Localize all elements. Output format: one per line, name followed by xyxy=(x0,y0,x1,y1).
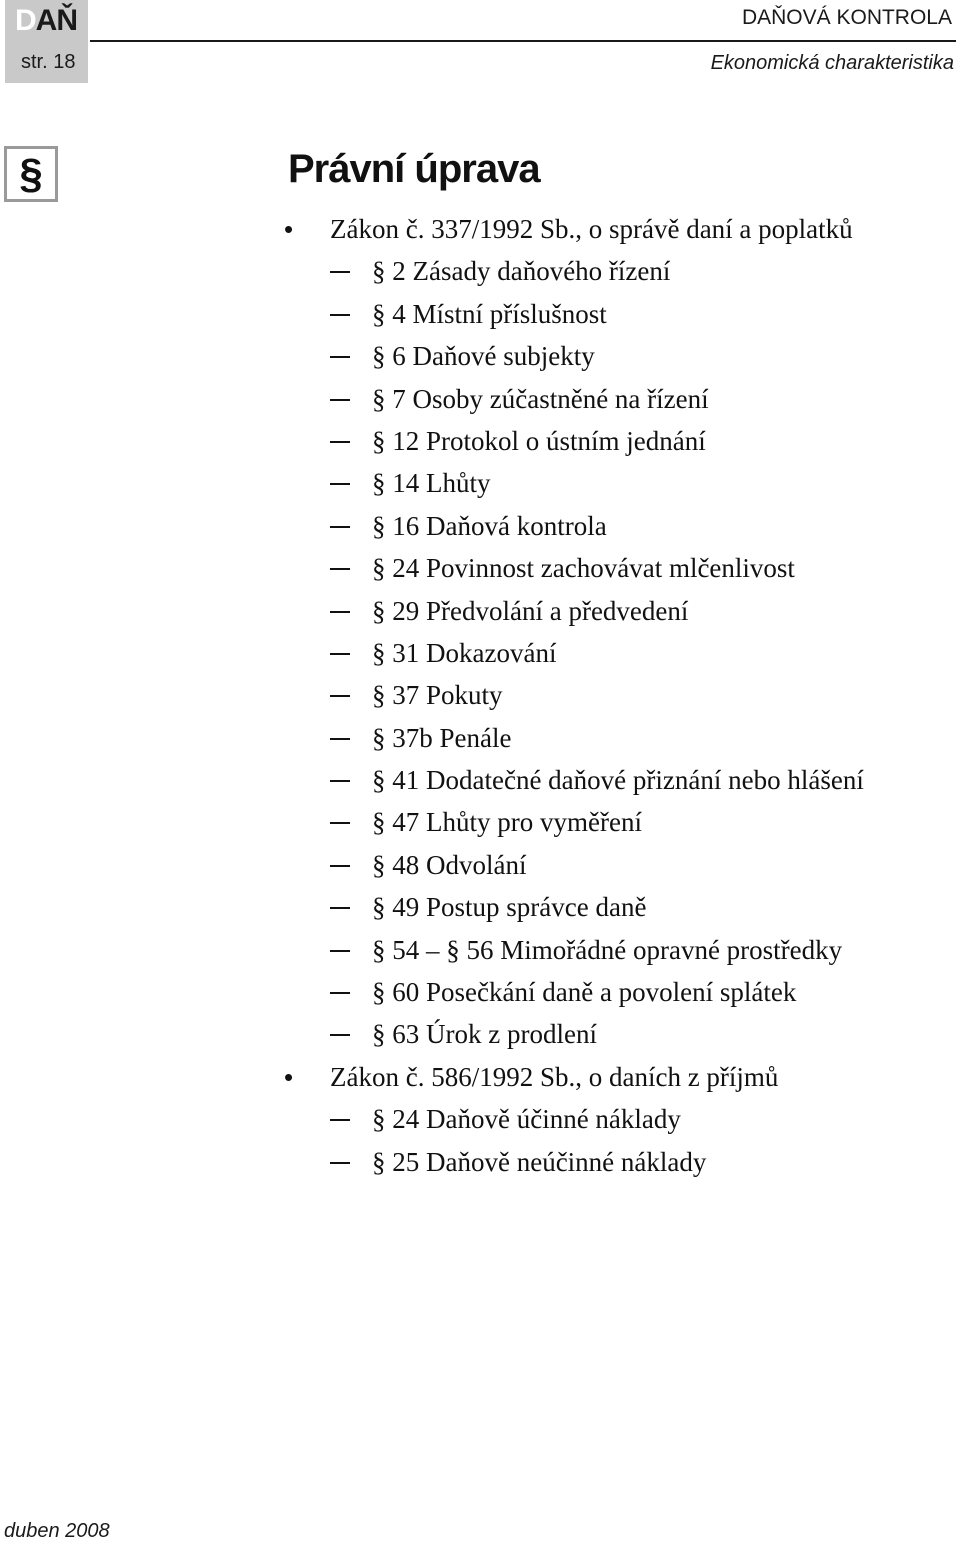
bullet-icon: • xyxy=(284,214,294,244)
logo xyxy=(15,3,77,39)
section-label: § 16 Daňová kontrola xyxy=(372,510,607,541)
law-list xyxy=(0,208,960,1183)
dash-icon xyxy=(330,1119,350,1121)
section-label: § 29 Předvolání a předvedení xyxy=(372,595,689,626)
header-subtitle: Ekonomická charakteristika xyxy=(710,52,954,74)
section-item xyxy=(0,929,960,971)
section-label: § 7 Osoby zúčastněné na řízení xyxy=(372,383,709,414)
section-item xyxy=(0,250,960,292)
section-label: § 4 Místní příslušnost xyxy=(372,298,607,329)
section-label: § 60 Posečkání daně a povolení splátek xyxy=(372,977,797,1008)
section-item xyxy=(0,674,960,716)
section-label: § 24 Povinnost zachovávat mlčenlivost xyxy=(372,553,795,584)
section-item xyxy=(0,335,960,377)
section-label: § 49 Postup správce daně xyxy=(372,892,647,923)
section-label: § 47 Lhůty pro vyměření xyxy=(372,807,642,838)
law-item xyxy=(0,1056,960,1098)
section-label: § 37b Penále xyxy=(372,722,512,753)
law-name: Zákon č. 337/1992 Sb., o správě daní a poplatků xyxy=(330,214,853,244)
section-icon-box xyxy=(4,146,58,202)
section-item xyxy=(0,462,960,504)
dash-icon xyxy=(330,399,350,401)
section-item xyxy=(0,717,960,759)
dash-icon xyxy=(330,950,350,952)
section-label: § 24 Daňově účinné náklady xyxy=(372,1104,681,1135)
section-label: § 6 Daňové subjekty xyxy=(372,341,595,372)
section-item xyxy=(0,971,960,1013)
section-item xyxy=(0,378,960,420)
page-number: str. 18 xyxy=(21,51,76,73)
dash-icon xyxy=(330,526,350,528)
section-item xyxy=(0,505,960,547)
section-item xyxy=(0,759,960,801)
dash-icon xyxy=(330,441,350,443)
section-item xyxy=(0,547,960,589)
section-label: § 31 Dokazování xyxy=(372,637,557,668)
section-label: § 14 Lhůty xyxy=(372,468,491,499)
dash-icon xyxy=(330,695,350,697)
header-rule xyxy=(90,40,956,42)
dash-icon xyxy=(330,1162,350,1164)
section-label: § 12 Protokol o ústním jednání xyxy=(372,425,706,456)
section-sign-icon: § xyxy=(19,150,43,197)
section-label: § 25 Daňově neúčinné náklady xyxy=(372,1146,707,1177)
law-item xyxy=(0,208,960,250)
footer-date: duben 2008 xyxy=(4,1520,110,1542)
section-label: § 63 Úrok z prodlení xyxy=(372,1019,597,1050)
section-item xyxy=(0,590,960,632)
section-item xyxy=(0,420,960,462)
section-label: § 2 Zásady daňového řízení xyxy=(372,256,671,287)
section-label: § 54 – § 56 Mimořádné opravné prostředky xyxy=(372,934,843,965)
section-label: § 48 Odvolání xyxy=(372,849,527,880)
dash-icon xyxy=(330,780,350,782)
section-title: Právní úprava xyxy=(288,147,540,191)
logo-rest: AŇ xyxy=(35,4,78,37)
dash-icon xyxy=(330,822,350,824)
dash-icon xyxy=(330,907,350,909)
section-item xyxy=(0,886,960,928)
section-item xyxy=(0,1141,960,1183)
section-label: § 37 Pokuty xyxy=(372,680,503,711)
section-item xyxy=(0,1098,960,1140)
law-name: Zákon č. 586/1992 Sb., o daních z příjmů xyxy=(330,1061,779,1092)
section-item xyxy=(0,844,960,886)
header-title: DAŇOVÁ KONTROLA xyxy=(741,6,952,29)
dash-icon xyxy=(330,314,350,316)
dash-icon xyxy=(330,568,350,570)
dash-icon xyxy=(330,738,350,740)
dash-icon xyxy=(330,1034,350,1036)
dash-icon xyxy=(330,271,350,273)
logo-first-letter: D xyxy=(15,4,36,37)
section-item xyxy=(0,293,960,335)
section-label: § 41 Dodatečné daňové přiznání nebo hlášení xyxy=(372,765,864,796)
section-item xyxy=(0,801,960,843)
section-item xyxy=(0,1013,960,1055)
dash-icon xyxy=(330,653,350,655)
section-item xyxy=(0,632,960,674)
dash-icon xyxy=(330,992,350,994)
logo-box xyxy=(5,0,88,83)
dash-icon xyxy=(330,483,350,485)
bullet-icon: • xyxy=(284,1061,294,1092)
dash-icon xyxy=(330,356,350,358)
dash-icon xyxy=(330,611,350,613)
dash-icon xyxy=(330,865,350,867)
